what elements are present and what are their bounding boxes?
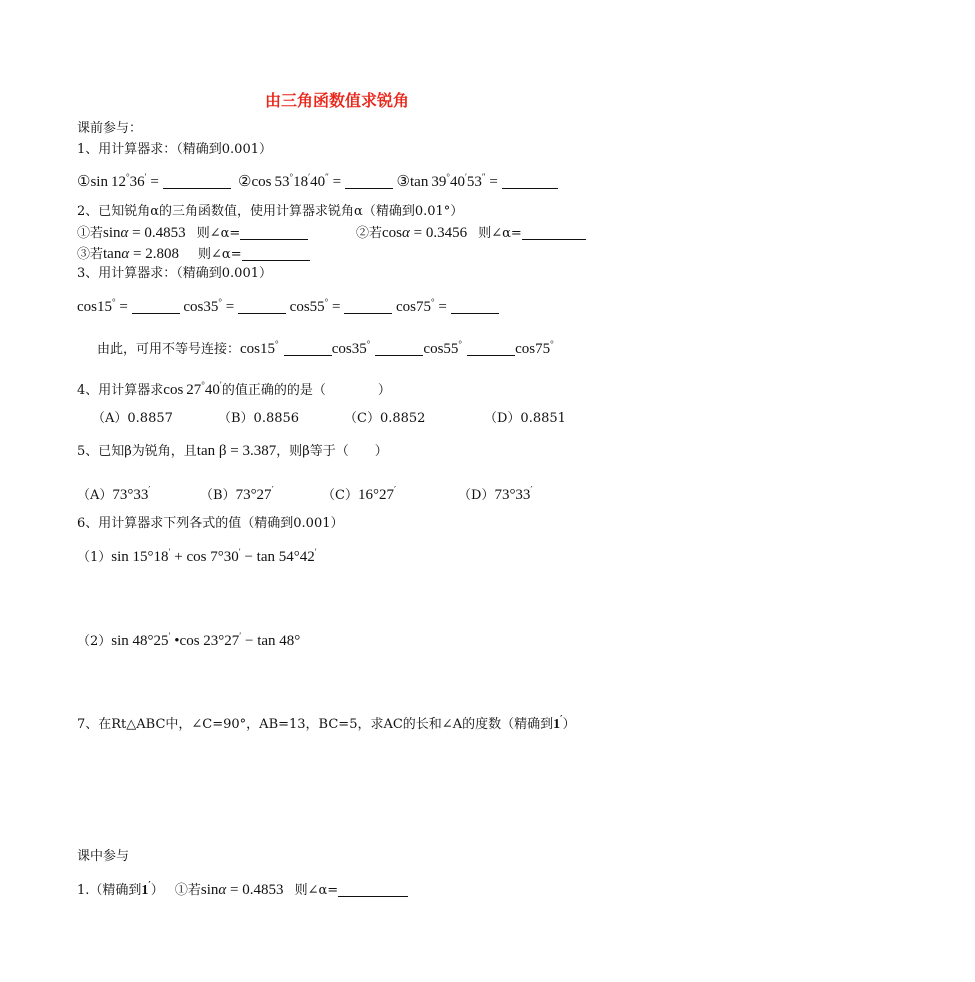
page-title: 由三角函数值求锐角 <box>265 91 410 110</box>
q3-answer-blank-3[interactable] <box>344 299 392 314</box>
q1-answer-blank-1[interactable] <box>163 174 231 189</box>
q1-item-1: ①sin 12°36′ = <box>77 172 163 190</box>
q5-option-d[interactable]: （D）73°33′ <box>458 486 533 503</box>
q6-item-2: （2）sin 48°25′ •cos 23°27′ − tan 48° <box>77 631 301 649</box>
q4-option-b[interactable]: （B）0.8856 <box>218 411 300 426</box>
pre-section-heading: 课前参与： <box>77 121 143 136</box>
q5-option-c[interactable]: （C）16°27′ <box>322 486 396 503</box>
q2-label: 2、已知锐角α的三角函数值，使用计算器求锐角α（精确到0.01°） <box>77 204 464 219</box>
q1-answer-blank-3[interactable] <box>502 174 558 189</box>
q3-items: cos15° = cos35° = cos55° = cos75° = <box>77 297 499 316</box>
q3-compare-blank-3[interactable] <box>467 341 515 356</box>
q1-items <box>77 172 558 191</box>
q5-option-b[interactable]: （B）73°27′ <box>200 486 274 503</box>
q1-item-2: ②cos 53°18′40″ = <box>238 172 345 190</box>
q3-answer-blank-4[interactable] <box>451 299 499 314</box>
q3-compare-blank-2[interactable] <box>375 341 423 356</box>
q6-label: 6、用计算器求下列各式的值（精确到0.001） <box>77 516 344 531</box>
mid-section-heading: 课中参与 <box>77 849 130 864</box>
q5-question: 5、已知β为锐角，且tan β = 3.387，则β等于（ ） <box>77 443 388 459</box>
q5-option-a[interactable]: （A）73°33′ <box>77 486 151 503</box>
q7-question: 7、在Rt△ABC中，∠C=90°，AB=13，BC=5，求AC的长和∠A的度数（精确到1′） <box>77 715 576 732</box>
q3-answer-blank-1[interactable] <box>132 299 180 314</box>
q3-compare: 由此，可用不等号连接：cos15° cos35° cos55° cos75° <box>97 339 554 357</box>
q4-option-d[interactable]: （D）0.8851 <box>484 411 566 426</box>
q1-label: 1、用计算器求：（精确到0.001） <box>77 142 272 157</box>
class-q1: 1.（精确到1′） ①若sinα = 0.4853 则∠α= <box>77 879 408 899</box>
q4-question: 4、用计算器求cos 27°40′的值正确的的是（ ） <box>77 380 391 398</box>
q4-option-a[interactable]: （A）0.8857 <box>92 411 173 426</box>
q2-item-2: ②若cosα = 0.3456 则∠α= <box>356 222 586 242</box>
class-q1-answer-blank[interactable] <box>338 882 408 897</box>
q3-answer-blank-2[interactable] <box>238 299 286 314</box>
q3-compare-blank-1[interactable] <box>284 341 332 356</box>
q2-answer-blank-1[interactable] <box>240 225 308 240</box>
q4-option-c[interactable]: （C）0.8852 <box>344 411 426 426</box>
q2-item-3: ③若tanα = 2.808 则∠α= <box>77 243 310 263</box>
q2-answer-blank-2[interactable] <box>522 225 586 240</box>
q2-answer-blank-3[interactable] <box>242 246 310 261</box>
q1-item-3: ③tan 39°40′53″ = <box>396 172 502 190</box>
q2-item-1: ①若sinα = 0.4853 则∠α= <box>77 222 308 242</box>
q3-label: 3、用计算器求：（精确到0.001） <box>77 266 272 281</box>
q6-item-1: （1）sin 15°18′ + cos 7°30′ − tan 54°42′ <box>77 547 317 565</box>
q1-answer-blank-2[interactable] <box>345 174 393 189</box>
